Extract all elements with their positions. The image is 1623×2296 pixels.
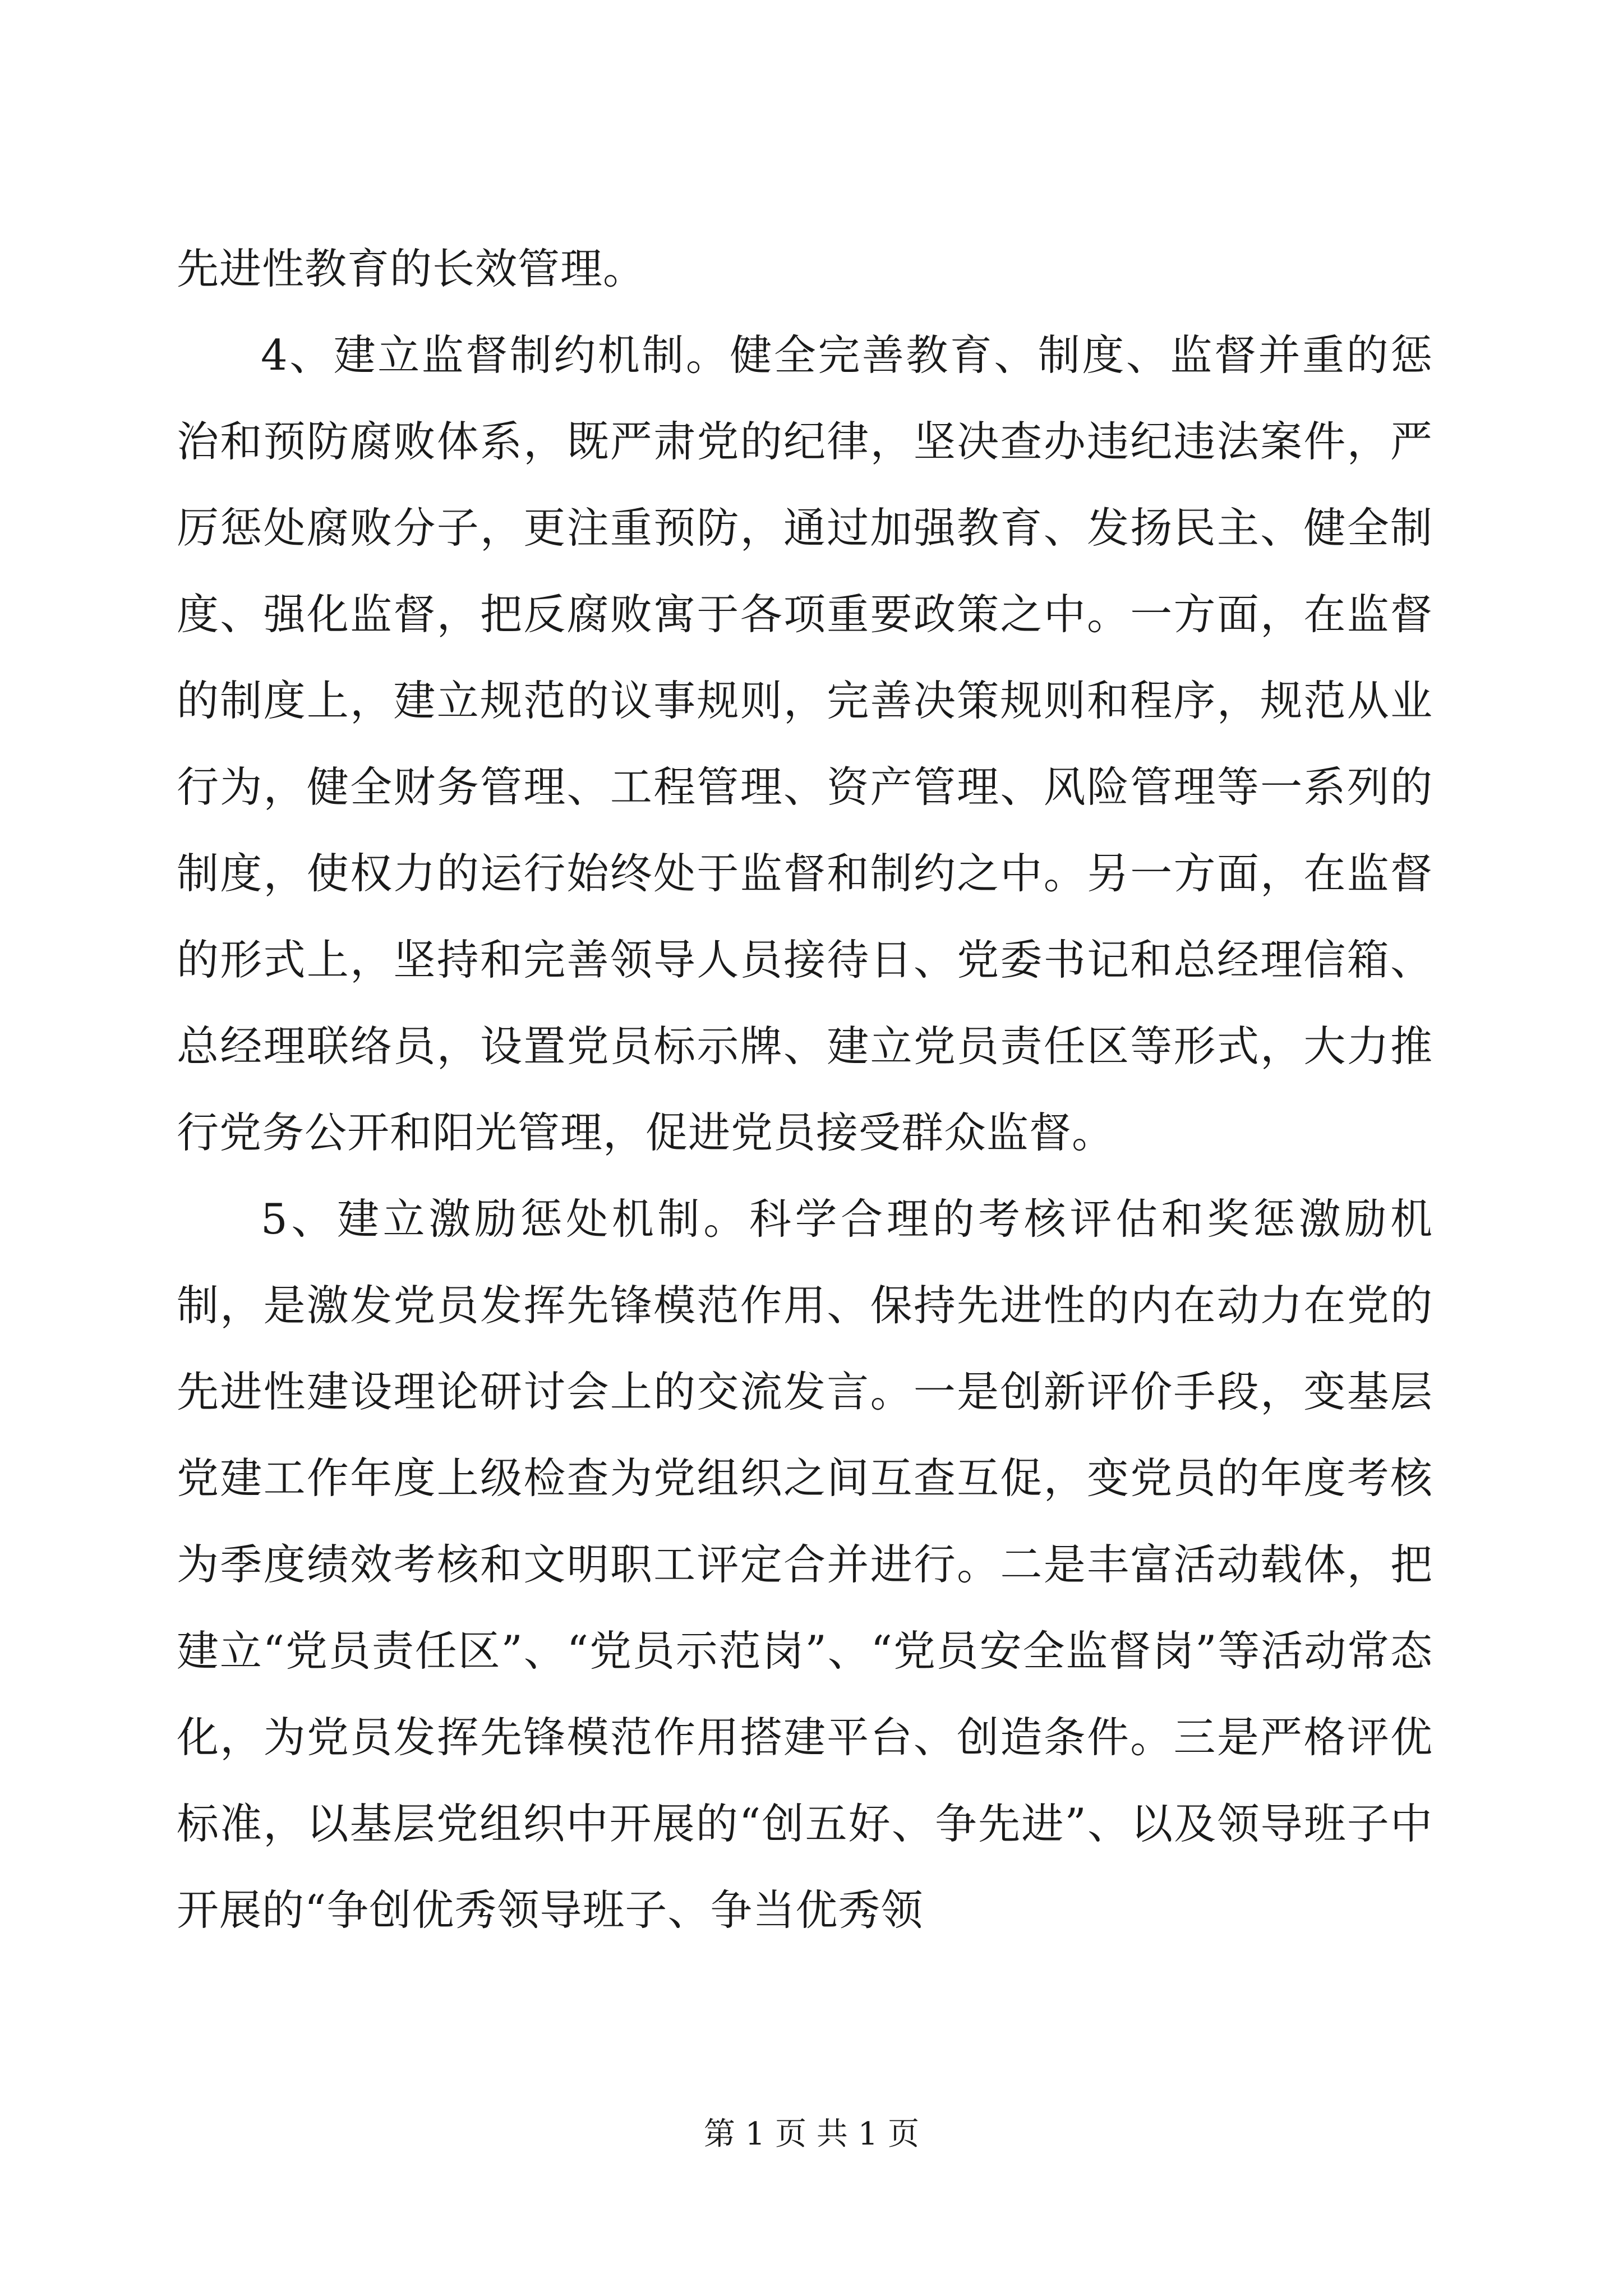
paragraph-supervision-mechanism: 4、建立监督制约机制。健全完善教育、制度、监督并重的惩治和预防腐败体系，既严肃党的纪律，坚决查办违纪违法案件，严厉惩处腐败分子，更注重预防，通过加强教育、发扬民主、健全制度、强化监督，把反腐败寓于各项重要政策之中。一方面，在监督的制度上，建立规范的议事规则，完善决策规则和程序，规范从业行为，健全财务管理、工程管理、资产管理、风险管理等一系列的制度，使权力的运行始终处于监督和制约之中。另一方面，在监督的形式上，坚持和完善领导人员接待日、党委书记和总经理信箱、总经理联络员，设置党员标示牌、建立党员责任区等形式，大力推行党务公开和阳光管理，促进党员接受群众监督。: [177, 330, 1433, 1157]
page-footer: 第 1 页 共 1 页: [703, 2116, 920, 2152]
paragraph-continuation: 先进性教育的长效管理。: [177, 244, 646, 293]
document-body: [177, 226, 1433, 1953]
paragraph-incentive-mechanism: 5、建立激励惩处机制。科学合理的考核评估和奖惩激励机制，是激发党员发挥先锋模范作用、保持先进性的内在动力在党的先进性建设理论研讨会上的交流发言。一是创新评价手段，变基层党建工作年度上级检查为党组织之间互查互促，变党员的年度考核为季度绩效考核和文明职工评定合并进行。二是丰富活动载体，把建立“党员责任区”、“党员示范岗”、“党员安全监督岗”等活动常态化，为党员发挥先锋模范作用搭建平台、创造条件。三是严格评优标准，以基层党组织中开展的“创五好、争先进”、以及领导班子中开展的“争创优秀领导班子、争当优秀领: [177, 1194, 1433, 1935]
